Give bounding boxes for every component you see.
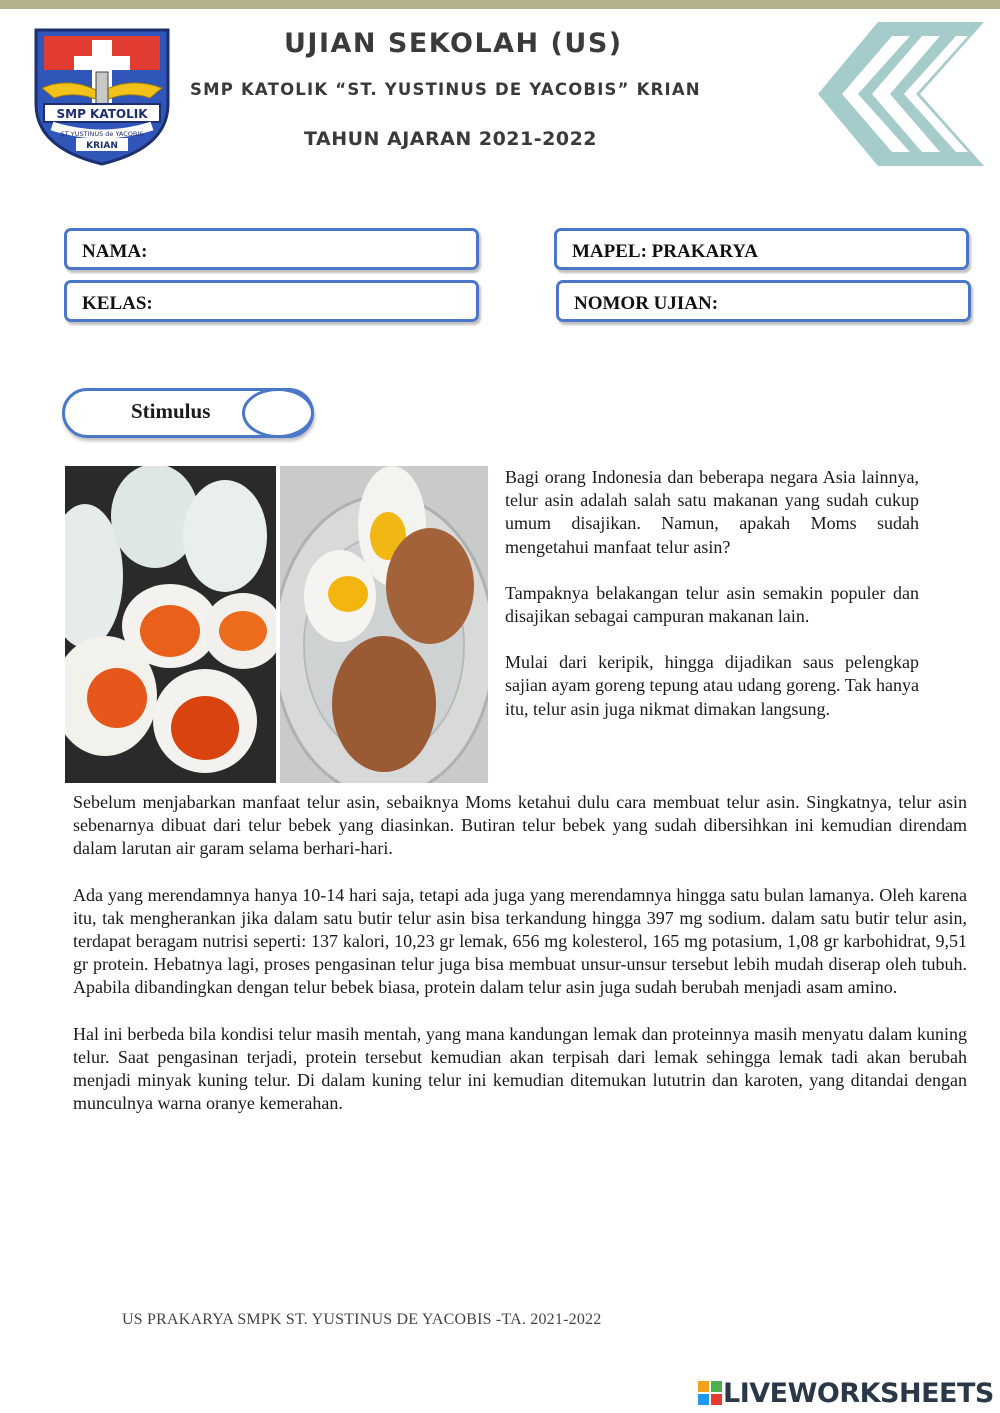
- side-paragraph: Bagi orang Indonesia dan beberapa negara Asia lainnya, telur asin adalah salah satu makanan yang sudah cukup umum disajikan. Namun, apakah Moms sudah mengetahui manfaat telur asin?: [505, 467, 919, 557]
- school-crest-icon: [30, 26, 174, 166]
- name-field[interactable]: NAMA:: [64, 228, 479, 270]
- liveworksheets-logo-icon: [698, 1381, 722, 1405]
- stimulus-label: Stimulus: [131, 399, 211, 423]
- page-footer: US PRAKARYA SMPK ST. YUSTINUS DE YACOBIS -TA. 2021-2022: [122, 1311, 602, 1328]
- main-text: [73, 791, 967, 1138]
- salted-eggs-photo: [65, 466, 276, 783]
- logo-text-middle: ST YUSTINUS de YACOBIS: [60, 130, 144, 138]
- exam-number-field[interactable]: NOMOR UJIAN:: [556, 280, 971, 322]
- top-border: [0, 0, 1000, 9]
- stimulus-heading: [62, 388, 314, 438]
- subject-field: MAPEL: PRAKARYA: [554, 228, 969, 270]
- main-paragraph: Hal ini berbeda bila kondisi telur masih mentah, yang mana kandungan lemak dan proteinnya masih menyatu dalam kuning telur. Saat pengasinan terjadi, protein tersebut kemudian akan terpisah dari lemak sehingga lemak tadi akan berubah menjadi minyak kuning telur. Di dalam kuning telur ini kemudian ditemukan lututrin dan karoten, yang ditandai dengan munculnya warna oranye kemerahan.: [73, 1023, 967, 1114]
- academic-year: TAHUN AJARAN 2021-2022: [304, 128, 598, 150]
- class-field[interactable]: KELAS:: [64, 280, 479, 322]
- brand-name: LIVEWORKSHEETS: [723, 1378, 994, 1409]
- side-paragraph: Mulai dari keripik, hingga dijadikan saus pelengkap sajian ayam goreng tepung atau udang goreng. Tak hanya itu, telur asin juga nikmat dimakan langsung.: [505, 652, 919, 719]
- page-title: UJIAN SEKOLAH (US): [284, 28, 623, 59]
- logo-text-bottom: KRIAN: [86, 141, 118, 151]
- intro-text: [505, 466, 919, 744]
- main-paragraph: Sebelum menjabarkan manfaat telur asin, sebaiknya Moms ketahui dulu cara membuat telur asin. Singkatnya, telur asin sebenarnya dibuat dari telur bebek yang diasinkan. Butiran telur bebek yang sudah dibersihkan ini kemudian direndam dalam larutan air garam selama berhari-hari.: [73, 792, 967, 859]
- liveworksheets-brand[interactable]: [698, 1378, 994, 1409]
- eggs-on-plate-photo: [280, 466, 488, 783]
- stimulus-circle-decoration: [242, 388, 314, 438]
- chevron-decoration-icon: [818, 22, 984, 166]
- side-paragraph: Tampaknya belakangan telur asin semakin populer dan disajikan sebagai campuran makanan lain.: [505, 582, 919, 627]
- main-paragraph: Ada yang merendamnya hanya 10-14 hari saja, tetapi ada juga yang merendamnya hingga satu bulan lamanya. Oleh karena itu, tak mengherankan jika dalam satu butir telur asin bisa terkandung hingga 397 mg sodium. dalam satu butir telur asin, terdapat beragam nutrisi seperti: 137 kalori, 10,23 gr lemak, 656 mg kolesterol, 165 mg potasium, 1,08 gr karbohidrat, 9,51 gr protein. Hebatnya lagi, proses pengasinan telur juga bisa membuat unsur-unsur tersebut lebih mudah diserap oleh tubuh. Apabila dibandingkan dengan telur bebek biasa, protein dalam telur asin juga sudah berubah menjadi asam amino.: [73, 884, 967, 998]
- school-name: SMP KATOLIK “ST. YUSTINUS DE YACOBIS” KRIAN: [190, 80, 701, 99]
- logo-text-top: SMP KATOLIK: [56, 107, 148, 121]
